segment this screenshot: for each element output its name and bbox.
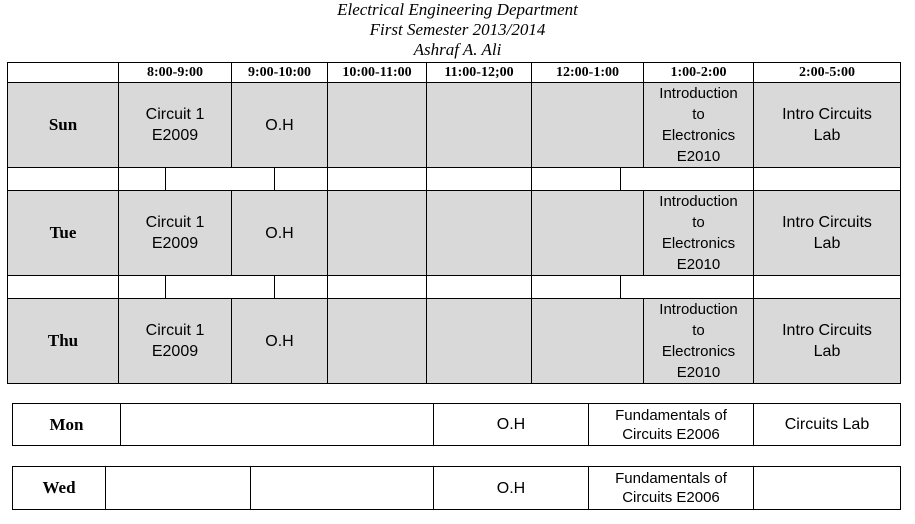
mon-empty [120, 403, 434, 446]
semester-title: First Semester 2013/2014 [369, 20, 546, 39]
spacer-cell [426, 167, 532, 191]
course-line: Circuits E2006 [622, 425, 720, 443]
spacer-cell [531, 275, 621, 299]
spacer-cell [118, 167, 166, 191]
course-line: Lab [813, 343, 841, 360]
day-cell-wed: Wed [12, 466, 106, 510]
course-line: Electronics [661, 127, 736, 144]
course-line: Electronics [661, 235, 736, 252]
course-line: Introduction [659, 301, 738, 318]
spacer-cell [620, 275, 754, 299]
tue-circuit1 [118, 190, 232, 276]
wed-office-hours: O.H [433, 466, 589, 510]
wed-empty-1 [105, 466, 251, 510]
thu-empty-11 [426, 298, 532, 384]
course-line: Intro Circuits [782, 322, 872, 339]
spacer-cell [327, 275, 427, 299]
tue-intro-electronics [643, 190, 754, 276]
mon-fundamentals [588, 403, 754, 446]
sun-office-hours: O.H [231, 82, 328, 168]
course-line: to [692, 106, 705, 123]
sun-empty-10 [327, 82, 427, 168]
spacer-cell [165, 275, 275, 299]
day-cell-sun: Sun [7, 82, 119, 168]
course-room: E2009 [151, 343, 199, 360]
header-corner-cell [7, 62, 119, 83]
course-line: Intro Circuits [782, 214, 872, 231]
sun-empty-11 [426, 82, 532, 168]
time-header-11: 11:00-12;00 [426, 62, 532, 83]
course-line: Fundamentals of [615, 470, 727, 487]
thu-intro-lab [753, 298, 901, 384]
sun-intro-lab [753, 82, 901, 168]
spacer-cell [274, 167, 328, 191]
thu-circuit1 [118, 298, 232, 384]
course-name: Circuit 1 [145, 106, 205, 123]
tue-office-hours: O.H [231, 190, 328, 276]
department-title: Electrical Engineering Department [337, 0, 578, 19]
mon-circuits-lab: Circuits Lab [753, 403, 901, 446]
time-header-12: 12:00-1:00 [531, 62, 644, 83]
tue-empty-11 [426, 190, 532, 276]
day-cell-tue: Tue [7, 190, 119, 276]
wed-empty-2 [250, 466, 434, 510]
course-line: Circuits E2006 [622, 489, 720, 506]
course-line: E2010 [676, 364, 721, 381]
time-header-8: 8:00-9:00 [118, 62, 232, 83]
mon-office-hours: O.H [433, 403, 589, 446]
course-line: Fundamentals of [615, 406, 727, 424]
time-header-10: 10:00-11:00 [327, 62, 427, 83]
day-cell-mon: Mon [12, 403, 121, 446]
sun-circuit1 [118, 82, 232, 168]
spacer-cell [7, 167, 119, 191]
spacer-cell [426, 275, 532, 299]
time-header-1: 1:00-2:00 [643, 62, 754, 83]
course-line: Introduction [659, 85, 738, 102]
course-line: Lab [813, 127, 841, 144]
spacer-cell [531, 167, 621, 191]
course-line: to [692, 214, 705, 231]
course-line: Electronics [661, 343, 736, 360]
time-header-9: 9:00-10:00 [231, 62, 328, 83]
tue-intro-lab [753, 190, 901, 276]
thu-empty-10 [327, 298, 427, 384]
course-line: Introduction [659, 193, 738, 210]
sun-intro-electronics [643, 82, 754, 168]
day-cell-thu: Thu [7, 298, 119, 384]
spacer-cell [327, 167, 427, 191]
course-line: to [692, 322, 705, 339]
thu-intro-electronics [643, 298, 754, 384]
course-name: Circuit 1 [145, 322, 205, 339]
spacer-cell [753, 167, 901, 191]
spacer-cell [165, 167, 275, 191]
course-room: E2009 [151, 127, 199, 144]
spacer-cell [7, 275, 119, 299]
course-line: E2010 [676, 256, 721, 273]
spacer-cell [274, 275, 328, 299]
wed-empty-3 [753, 466, 901, 510]
wed-fundamentals [588, 466, 754, 510]
tue-empty-12 [531, 190, 644, 276]
tue-empty-10 [327, 190, 427, 276]
spacer-cell [620, 167, 754, 191]
spacer-cell [118, 275, 166, 299]
course-room: E2009 [151, 235, 199, 252]
thu-empty-12 [531, 298, 644, 384]
instructor-name: Ashraf A. Ali [413, 40, 502, 59]
spacer-cell [753, 275, 901, 299]
course-line: Lab [813, 235, 841, 252]
course-name: Circuit 1 [145, 214, 205, 231]
sun-empty-12 [531, 82, 644, 168]
thu-office-hours: O.H [231, 298, 328, 384]
course-line: Intro Circuits [782, 106, 872, 123]
time-header-2: 2:00-5:00 [753, 62, 901, 83]
course-line: E2010 [676, 148, 721, 165]
